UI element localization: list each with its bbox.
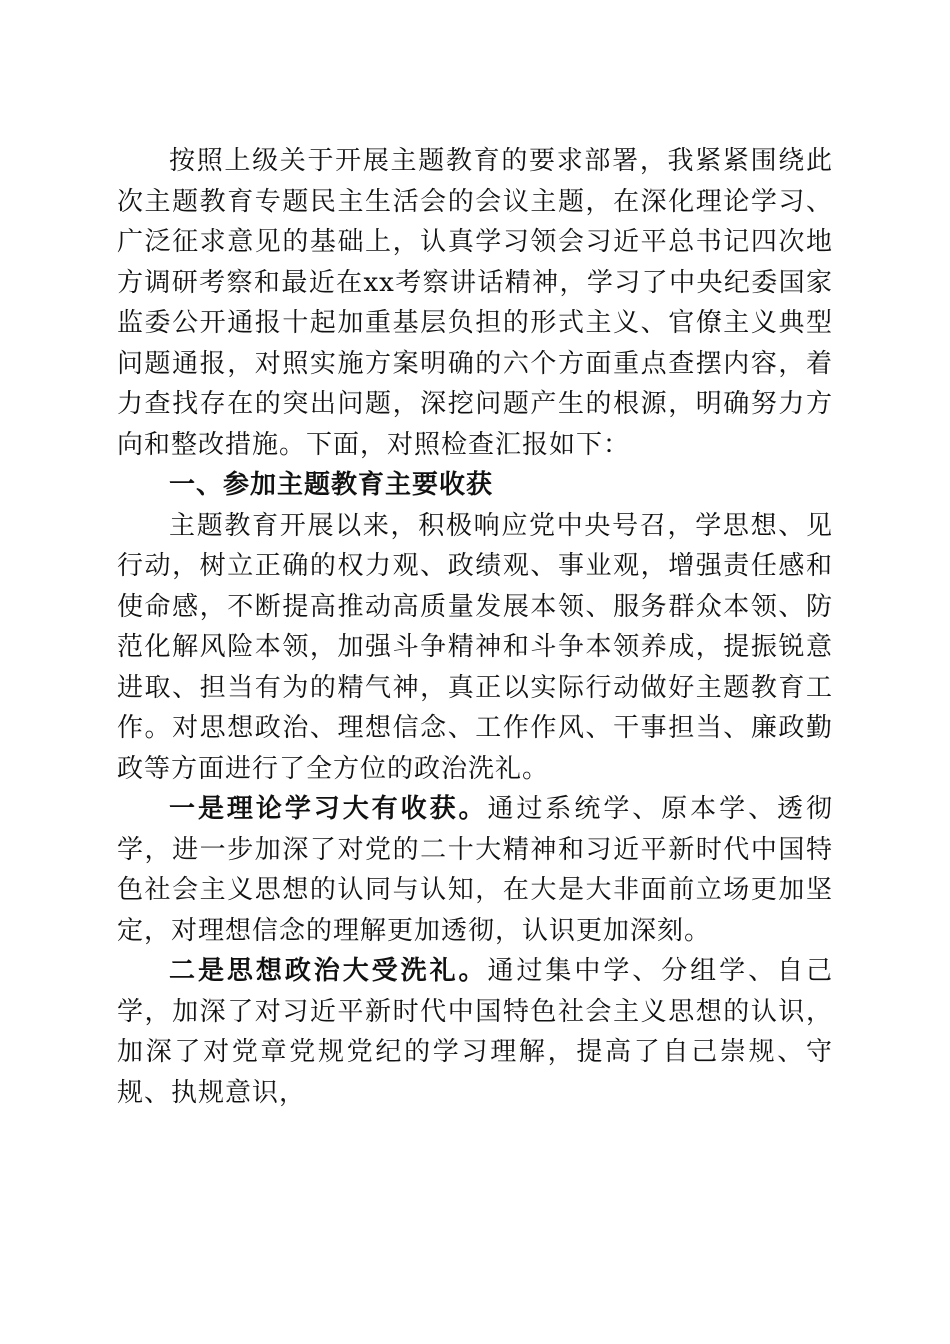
point-two-body: 通过集中学、分组学、自己学，加深了对习近平新时代中国特色社会主义思想的认识，加深了对党章党规党纪的学习理解，提高了自己崇规、守规、执规意识，: [117, 956, 833, 1108]
section-heading-gains: 一、参加主题教育主要收获: [169, 470, 494, 500]
point-two-paragraph: [117, 951, 833, 1113]
point-one-body: 通过系统学、原本学、透彻学，进一步加深了对党的二十大精神和习近平新时代中国特色社会主义思想的认同与认知，在大是大非面前立场更加坚定，对理想信念的理解更加透彻，认识更加深刻。: [117, 794, 833, 946]
intro-paragraph: 按照上级关于开展主题教育的要求部署，我紧紧围绕此次主题教育专题民主生活会的会议主题，在深化理论学习、广泛征求意见的基础上，认真学习领会习近平总书记四次地方调研考察和最近在xx考察讲话精神，学习了中央纪委国家监委公开通报十起加重基层负担的形式主义、官僚主义典型问题通报，对照实施方案明确的六个方面重点查摆内容，着力查找存在的突出问题，深挖问题产生的根源，明确努力方向和整改措施。下面，对照检查汇报如下：: [117, 146, 833, 460]
point-two-lead: 二是思想政治大受洗礼。: [169, 956, 488, 986]
point-one-paragraph: [117, 789, 833, 951]
section-body-paragraph: 主题教育开展以来，积极响应党中央号召，学思想、见行动，树立正确的权力观、政绩观、事业观，增强责任感和使命感，不断提高推动高质量发展本领、服务群众本领、防范化解风险本领，加强斗争精神和斗争本领养成，提振锐意进取、担当有为的精气神，真正以实际行动做好主题教育工作。对思想政治、理想信念、工作作风、干事担当、廉政勤政等方面进行了全方位的政治洗礼。: [117, 510, 833, 784]
document-page: [117, 141, 833, 1113]
point-one-lead: 一是理论学习大有收获。: [169, 794, 488, 824]
